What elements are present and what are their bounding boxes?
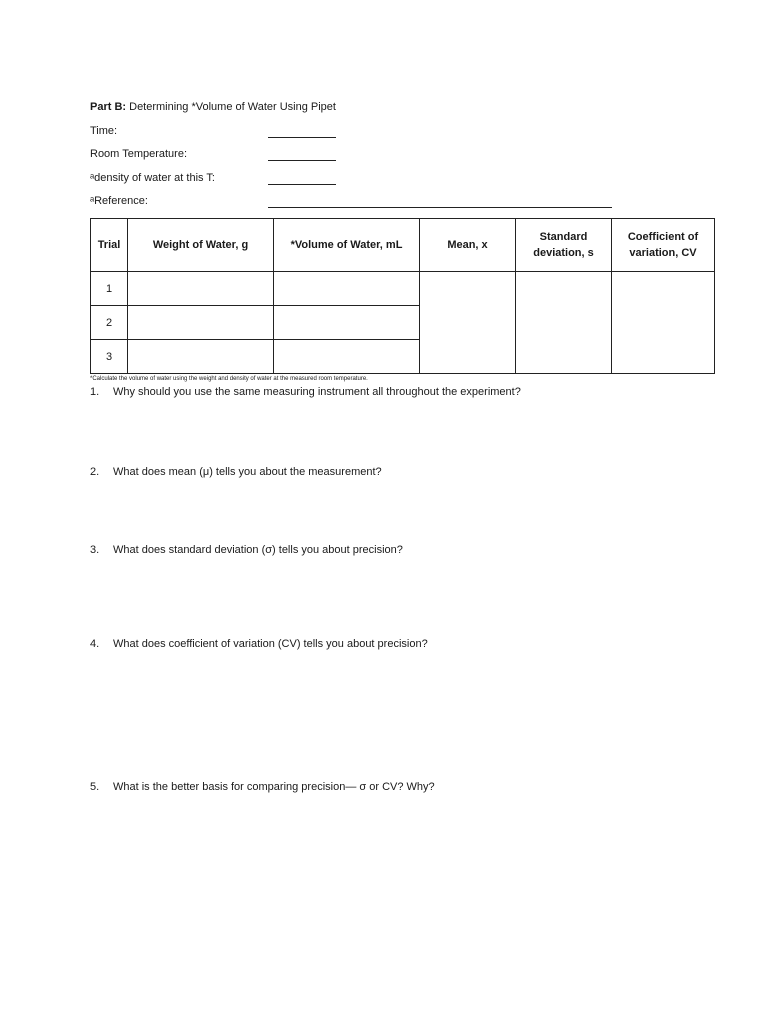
reference-label: ᵃReference:	[90, 195, 148, 207]
density-label: ᵃdensity of water at this T:	[90, 172, 215, 184]
header-standard-deviation: Standard deviation, s	[516, 219, 612, 272]
weight-cell[interactable]	[128, 272, 274, 306]
header-mean: Mean, x	[420, 219, 516, 272]
header-volume-of-water: *Volume of Water, mL	[274, 219, 420, 272]
reference-blank[interactable]	[268, 207, 612, 208]
mean-cell[interactable]	[420, 272, 516, 374]
question-1-number: 1.	[90, 386, 100, 398]
question-2-number: 2.	[90, 466, 100, 478]
density-blank[interactable]	[268, 184, 336, 185]
table-footnote: *Calculate the volume of water using the weight and density of water at the measured room temperature.	[90, 376, 368, 382]
coefficient-of-variation-cell[interactable]	[612, 272, 715, 374]
question-5-number: 5.	[90, 781, 100, 793]
question-4-number: 4.	[90, 638, 100, 650]
section-heading-title: Determining *Volume of Water Using Pipet	[126, 101, 336, 113]
trial-number: 1	[91, 272, 128, 306]
trial-number: 2	[91, 306, 128, 340]
header-coefficient-of-variation: Coefficient of variation, CV	[612, 219, 715, 272]
table-header-row	[91, 219, 715, 272]
weight-cell[interactable]	[128, 306, 274, 340]
header-weight-of-water: Weight of Water, g	[128, 219, 274, 272]
question-3-number: 3.	[90, 544, 100, 556]
volume-cell[interactable]	[274, 272, 420, 306]
question-4-text: What does coefficient of variation (CV) tells you about precision?	[113, 638, 428, 650]
table-row	[91, 272, 715, 306]
trial-number: 3	[91, 340, 128, 374]
standard-deviation-cell[interactable]	[516, 272, 612, 374]
question-2-text: What does mean (μ) tells you about the measurement?	[113, 466, 382, 478]
room-temperature-blank[interactable]	[268, 160, 336, 161]
room-temperature-label: Room Temperature:	[90, 148, 188, 160]
question-3-text: What does standard deviation (σ) tells you about precision?	[113, 544, 403, 556]
data-table	[90, 218, 715, 374]
time-label: Time:	[90, 125, 118, 137]
weight-cell[interactable]	[128, 340, 274, 374]
question-5-text: What is the better basis for comparing precision— σ or CV? Why?	[113, 781, 435, 793]
section-heading-prefix: Part B:	[90, 101, 127, 113]
header-trial: Trial	[91, 219, 128, 272]
question-1-text: Why should you use the same measuring instrument all throughout the experiment?	[113, 386, 521, 398]
volume-cell[interactable]	[274, 306, 420, 340]
time-blank[interactable]	[268, 137, 336, 138]
volume-cell[interactable]	[274, 340, 420, 374]
section-heading	[90, 101, 336, 113]
